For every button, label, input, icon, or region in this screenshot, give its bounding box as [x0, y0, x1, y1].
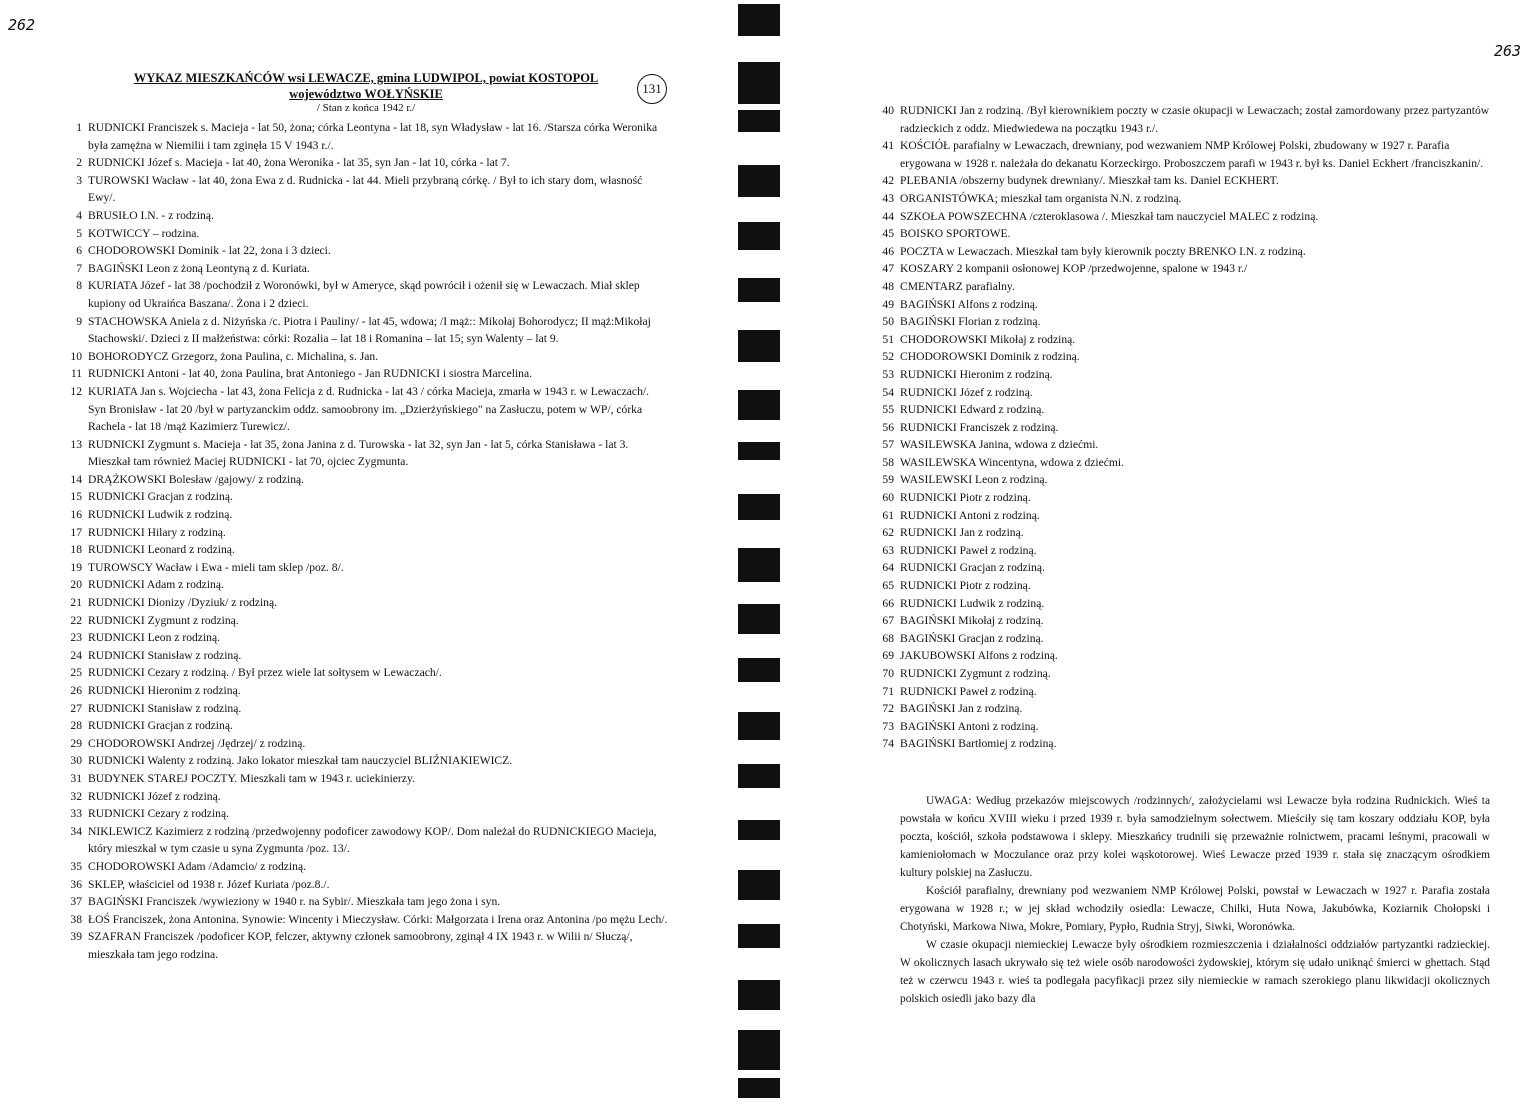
entry-number: 7 [76, 261, 82, 275]
entry-number: 44 [882, 209, 894, 223]
entry-text: TUROWSKI Wacław - lat 40, żona Ewa z d. Rudnicka - lat 44. Mieli przybraną córkę. / Był to ich stary dom, własność Ewy/. [88, 173, 643, 205]
entry-text: RUDNICKI Edward z rodziną. [900, 403, 1045, 417]
binding-hole [738, 870, 780, 900]
entry-number: 26 [70, 684, 82, 697]
list-item [870, 278, 1490, 296]
binding-hole [738, 658, 780, 682]
entry-text: BAGIŃSKI Antoni z rodziną. [900, 719, 1039, 733]
binding-hole [738, 548, 780, 582]
entry-text: RUDNICKI Ludwik z rodziną. [900, 596, 1045, 610]
document-subtitle: / Stan z końca 1942 r./ [316, 102, 416, 114]
entry-number: 8 [76, 279, 82, 293]
right-page [800, 0, 1526, 1115]
entry-text: RUDNICKI Stanisław z rodziną. [88, 701, 242, 715]
list-item [870, 577, 1490, 595]
entry-text: BAGIŃSKI Bartłomiej z rodziną. [900, 737, 1057, 751]
entry-number: 23 [70, 631, 82, 645]
entry-number: 74 [882, 737, 894, 751]
spiral-binding [738, 0, 788, 1115]
list-item [58, 172, 668, 207]
entry-text: RUDNICKI Piotr z rodziną. [900, 579, 1031, 593]
entry-number: 46 [882, 244, 894, 258]
entry-text: RUDNICKI Piotr z rodziną. [900, 491, 1031, 505]
entry-number: 6 [76, 244, 82, 258]
left-entries-list [58, 119, 668, 964]
entry-text: PLEBANIA /obszerny budynek drewniany/. Mieszkał tam ks. Daniel ECKHERT. [900, 174, 1279, 188]
entry-number: 2 [76, 156, 82, 170]
entry-text: RUDNICKI Antoni - lat 40, żona Paulina, brat Antoniego - Jan RUDNICKI i siostra Marcelina. [88, 367, 533, 381]
entry-number: 58 [882, 455, 894, 469]
list-item [870, 665, 1490, 683]
list-item [58, 576, 668, 594]
entry-text: RUDNICKI Hieronim z rodziną. [88, 684, 241, 697]
entry-number: 19 [70, 560, 82, 574]
binding-hole [738, 330, 780, 362]
entry-text: RUDNICKI Józef z rodziną. [900, 385, 1033, 399]
entry-number: 62 [882, 526, 894, 540]
entry-text: CHODOROWSKI Adam /Adamcio/ z rodziną. [88, 859, 306, 873]
entry-number: 3 [76, 173, 82, 187]
entry-text: RUDNICKI Antoni z rodziną. [900, 508, 1040, 522]
entry-text: RUDNICKI Cezary z rodziną. / Był przez wiele lat sołtysem w Lewaczach/. [88, 666, 442, 680]
list-item [58, 805, 668, 823]
entry-text: RUDNICKI Józef z rodziną. [88, 789, 221, 803]
entry-number: 9 [76, 314, 82, 328]
list-item [870, 366, 1490, 384]
list-item [58, 225, 668, 243]
list-item [870, 542, 1490, 560]
binding-hole [738, 980, 780, 1010]
entry-text: ŁOŚ Franciszek, żona Antonina. Synowie: Wincenty i Mieczysław. Córki: Małgorzata i Irena oraz Antonina /po mężu Lech/. [88, 912, 668, 926]
right-entries-list [870, 102, 1490, 753]
entry-number: 50 [882, 315, 894, 329]
entry-number: 37 [70, 895, 82, 909]
list-item [58, 700, 668, 718]
list-item [58, 647, 668, 665]
page-number-right: 263 [1494, 42, 1522, 60]
list-item [58, 260, 668, 278]
list-item [58, 911, 668, 929]
entry-number: 14 [70, 472, 82, 486]
list-item [870, 348, 1490, 366]
entry-text: RUDNICKI Walenty z rodziną. Jako lokator mieszkał tam nauczyciel BLIŹNIAKIEWICZ. [88, 754, 513, 768]
title-line-2: województwo WOŁYŃSKIE [289, 87, 443, 101]
entry-number: 34 [70, 824, 82, 838]
entry-number: 55 [882, 403, 894, 417]
entry-number: 60 [882, 491, 894, 505]
entry-text: RUDNICKI Hieronim z rodziną. [900, 367, 1053, 381]
entry-number: 47 [882, 262, 894, 276]
entry-text: RUDNICKI Józef s. Macieja - lat 40, żona Weronika - lat 35, syn Jan - lat 10, córka - lat 7. [88, 156, 510, 170]
entry-text: BAGIŃSKI Jan z rodziną. [900, 702, 1023, 716]
entry-number: 35 [70, 859, 82, 873]
list-item [870, 102, 1490, 137]
entry-number: 33 [70, 807, 82, 821]
entry-number: 29 [70, 736, 82, 750]
list-item [870, 208, 1490, 226]
entry-text: BAGIŃSKI Leon z żoną Leontyną z d. Kuriata. [88, 261, 310, 275]
entry-number: 69 [882, 649, 894, 663]
entry-text: RUDNICKI Zygmunt s. Macieja - lat 35, żona Janina z d. Turowska - lat 32, syn Jan - lat 5, córka Stanisława - lat 3. Mieszkał tam również Maciej RUDNICKI - lat 70, ojciec Zygmunta. [88, 437, 629, 469]
binding-hole [738, 494, 780, 520]
entry-number: 45 [882, 227, 894, 241]
entry-text: DRĄŻKOWSKI Bolesław /gajowy/ z rodziną. [88, 472, 305, 486]
entry-number: 61 [882, 508, 894, 522]
list-item [58, 928, 668, 963]
binding-hole [738, 222, 780, 250]
entry-number: 68 [882, 631, 894, 645]
entry-number: 52 [882, 350, 894, 364]
entry-text: RUDNICKI Gracjan z rodziną. [900, 561, 1045, 575]
binding-hole [738, 390, 780, 420]
entry-number: 1 [76, 121, 82, 134]
entry-text: WASILEWSKI Leon z rodziną. [900, 473, 1048, 487]
entry-text: WASILEWSKA Wincentyna, wdowa z dziećmi. [900, 455, 1125, 469]
list-item [58, 524, 668, 542]
entry-number: 32 [70, 789, 82, 803]
entry-number: 54 [882, 385, 894, 399]
list-item [58, 612, 668, 630]
entry-text: RUDNICKI Paweł z rodziną. [900, 684, 1037, 698]
entry-text: NIKLEWICZ Kazimierz z rodziną /przedwojenny podoficer zawodowy KOP/. Dom należał do RUDNICKIEGO Macieja, który mieszkał w tym czasie u syna Zygmunta /poz. 13/. [88, 824, 657, 856]
entry-text: CHODOROWSKI Andrzej /Jędrzej/ z rodziną. [88, 736, 306, 750]
binding-hole [738, 764, 780, 788]
entry-text: CHODOROWSKI Mikołaj z rodziną. [900, 332, 1076, 346]
entry-number: 24 [70, 648, 82, 662]
list-item [870, 260, 1490, 278]
entry-text: SKLEP, właściciel od 1938 r. Józef Kuriata /poz.8./. [88, 877, 330, 891]
entry-text: STACHOWSKA Aniela z d. Niżyńska /c. Piotra i Pauliny/ - lat 45, wdowa; /I mąż:: Mikołaj Bohorodycz; II mąż:Mikołaj Stachowski/. Dzieci z II małżeństwa: córki: Rozalia – lat 18 i Romanina – lat 15; syn Walenty – lat 9. [88, 314, 651, 346]
entry-number: 11 [70, 367, 82, 381]
entry-text: RUDNICKI Zygmunt z rodziną. [900, 667, 1051, 680]
list-item [58, 752, 668, 770]
entry-number: 63 [882, 543, 894, 557]
entry-text: RUDNICKI Dionizy /Dyziuk/ z rodziną. [88, 596, 278, 610]
binding-hole [738, 1030, 780, 1070]
entry-number: 5 [76, 226, 82, 240]
binding-hole [738, 712, 780, 740]
entry-text: RUDNICKI Cezary z rodziną. [88, 807, 230, 821]
entry-text: RUDNICKI Franciszek z rodziną. [900, 420, 1059, 434]
entry-number: 16 [70, 508, 82, 522]
entry-text: RUDNICKI Hilary z rodziną. [88, 525, 226, 539]
list-item [58, 876, 668, 894]
document-title [60, 70, 672, 102]
entry-number: 4 [76, 208, 82, 222]
entry-number: 59 [882, 473, 894, 487]
list-item [870, 612, 1490, 630]
entry-text: ORGANISTÓWKA; mieszkał tam organista N.N. z rodziną. [900, 191, 1182, 205]
list-item [870, 559, 1490, 577]
entry-text: BOISKO SPORTOWE. [900, 227, 1011, 241]
list-item [58, 119, 668, 154]
entry-text: RUDNICKI Leonard z rodziną. [88, 543, 235, 557]
list-item [870, 489, 1490, 507]
entry-text: RUDNICKI Gracjan z rodziną. [88, 719, 233, 733]
list-item [870, 436, 1490, 454]
list-item [870, 683, 1490, 701]
list-item [870, 595, 1490, 613]
entry-text: RUDNICKI Jan z rodziną. [900, 526, 1024, 540]
entry-number: 22 [70, 613, 82, 627]
entry-number: 51 [882, 332, 894, 346]
binding-hole [738, 110, 780, 132]
entry-text: BAGIŃSKI Florian z rodziną. [900, 315, 1041, 329]
list-item [58, 770, 668, 788]
list-item [870, 243, 1490, 261]
list-item [58, 664, 668, 682]
list-item [58, 242, 668, 260]
entry-number: 57 [882, 438, 894, 452]
list-item [58, 471, 668, 489]
entry-number: 21 [70, 596, 82, 610]
entry-text: SZKOŁA POWSZECHNA /czteroklasowa /. Mieszkał tam nauczyciel MALEC z rodziną. [900, 209, 1319, 223]
entry-number: 36 [70, 877, 82, 891]
entry-number: 49 [882, 297, 894, 311]
entry-text: KURIATA Jan s. Wojciecha - lat 43, żona Felicja z d. Rudnicka - lat 43 / córka Macieja, zmarła w 1943 r. w Lewaczach/. Syn Bronisław - lat 20 /był w partyzanckim oddz. samoobrony im. „Dzierżyńskiego" na Zasłuczu, potem w WP/, córka Rachela - lat 18 /mąż Kazimierz Turewicz/. [88, 384, 649, 434]
list-item [870, 419, 1490, 437]
entry-text: WASILEWSKA Janina, wdowa z dziećmi. [900, 438, 1099, 452]
entry-number: 71 [882, 684, 894, 698]
entry-text: KOSZARY 2 kompanii osłonowej KOP /przedwojenne, spalone w 1943 r./ [900, 262, 1248, 276]
list-item [58, 682, 668, 700]
list-item [870, 454, 1490, 472]
binding-hole [738, 1078, 780, 1098]
entry-number: 48 [882, 279, 894, 293]
entry-text: BAGIŃSKI Gracjan z rodziną. [900, 631, 1044, 645]
list-item [58, 629, 668, 647]
binding-hole [738, 62, 780, 104]
list-item [58, 823, 668, 858]
entry-text: BOHORODYCZ Grzegorz, żona Paulina, c. Michalina, s. Jan. [88, 349, 379, 363]
entry-number: 30 [70, 754, 82, 768]
entry-text: POCZTA w Lewaczach. Mieszkał tam były kierownik poczty BRENKO I.N. z rodziną. [900, 244, 1306, 258]
entry-number: 31 [70, 771, 82, 785]
entry-text: RUDNICKI Jan z rodziną. /Był kierownikiem poczty w czasie okupacji w Lewaczach; został zamordowany przez partyzantów radzieckich z oddz. Miedwiedewa na początku 1943 r./. [900, 104, 1490, 135]
list-item [870, 630, 1490, 648]
entry-text: KOŚCIÓŁ parafialny w Lewaczach, drewniany, pod wezwaniem NMP Królowej Polski, zbudowany w 1927 r. Parafia erygowana w 1928 r. należała do dekanatu Korzeckirgo. Proboszczem parafi w 1943 r. był ks. Daniel Eckhert /franciszkanin/. [900, 139, 1484, 170]
entry-number: 40 [882, 104, 894, 117]
list-item [58, 858, 668, 876]
entry-text: SZAFRAN Franciszek /podoficer KOP, felczer, aktywny członek samoobrony, zginął 4 IX 1943 r. w Wilii n/ Słuczą/, mieszkała tam jego rodzina. [88, 930, 633, 961]
list-item [870, 647, 1490, 665]
list-item [870, 331, 1490, 349]
binding-hole [738, 4, 780, 36]
list-item [58, 154, 668, 172]
entry-text: BUDYNEK STAREJ POCZTY. Mieszkali tam w 1943 r. uciekinierzy. [88, 771, 415, 785]
entry-text: KURIATA Józef - lat 38 /pochodził z Woronówki, był w Ameryce, skąd powrócił i ożenił się w Lewaczach. Miał sklep kupiony od Ukraińca Baszana/. Żona i 2 dzieci. [88, 279, 640, 310]
list-item [870, 190, 1490, 208]
list-item [58, 365, 668, 383]
entry-number: 10 [70, 349, 82, 363]
list-item [870, 735, 1490, 753]
title-line-1: WYKAZ MIESZKAŃCÓW wsi LEWACZE, gmina LUDWIPOL, powiat KOSTOPOL [133, 71, 599, 85]
list-item [58, 559, 668, 577]
entry-text: RUDNICKI Gracjan z rodziną. [88, 490, 233, 504]
note-paragraph: W czasie okupacji niemieckiej Lewacze były ośrodkiem rozmieszczenia i działalności oddziałów partyzantki radzieckiej. W okolicznych lasach ukrywało się też wiele osób narodowości żydowskiej, którym się udało uniknąć śmierci w ghettach. Stąd też w czerwcu 1943 r. wieś ta podlegała pacyfikacji przez siły niemieckie w ramach szerokiego planu likwidacji okolicznych polskich osiedli jako bazy dla [900, 939, 1490, 1005]
list-item [58, 506, 668, 524]
entry-text: RUDNICKI Stanisław z rodziną. [88, 648, 242, 662]
list-item [58, 313, 668, 348]
list-item [870, 718, 1490, 736]
entry-text: CHODOROWSKI Dominik - lat 22, żona i 3 dzieci. [88, 244, 331, 258]
entry-number: 72 [882, 702, 894, 716]
entry-text: RUDNICKI Ludwik z rodziną. [88, 508, 233, 522]
entry-number: 66 [882, 596, 894, 610]
entry-text: BAGIŃSKI Franciszek /wywieziony w 1940 r. na Sybir/. Mieszkała tam jego żona i syn. [88, 895, 501, 909]
list-item [870, 384, 1490, 402]
entry-text: RUDNICKI Leon z rodziną. [88, 631, 221, 645]
entry-text: CMENTARZ parafialny. [900, 279, 1015, 293]
entry-text: TUROWSCY Wacław i Ewa - mieli tam sklep /poz. 8/. [88, 560, 344, 574]
entry-number: 17 [70, 525, 82, 539]
list-item [870, 296, 1490, 314]
binding-hole [738, 604, 780, 634]
entry-number: 15 [70, 490, 82, 504]
entry-number: 41 [882, 139, 894, 153]
list-item [58, 277, 668, 312]
list-item [58, 893, 668, 911]
entry-text: JAKUBOWSKI Alfons z rodziną. [900, 649, 1058, 663]
list-item [870, 507, 1490, 525]
entry-text: RUDNICKI Paweł z rodziną. [900, 543, 1037, 557]
entry-text: CHODOROWSKI Dominik z rodziną. [900, 350, 1080, 364]
entry-number: 64 [882, 561, 894, 575]
entry-number: 13 [70, 437, 82, 451]
entry-text: RUDNICKI Adam z rodziną. [88, 578, 224, 592]
entry-number: 18 [70, 543, 82, 557]
list-item [870, 401, 1490, 419]
list-item [58, 207, 668, 225]
circled-number-stamp: 131 [637, 74, 667, 104]
note-paragraph: UWAGA: Według przekazów miejscowych /rodzinnych/, założycielami wsi Lewacze była rodzina Rudnickich. Wieś ta powstała w końcu XVIII wieku i przed 1939 r. była samodzielnym sołectwem. Mieściły się tam koszary oddziału KOP, była poczta, kościół, szkoła podstawowa i sklepy. Mieszkańcy trudnili się przeważnie rolnictwem, pracami leśnymi, pracowali w kamieniołomach w Moczulance oraz przy kolei wąskotorowej. Wieś Lewacze przed 1939 r. stała się znaczącym ośrodkiem kultury polskiej na Zasłuczu. [900, 795, 1490, 879]
list-item [58, 436, 668, 471]
entry-number: 56 [882, 420, 894, 434]
list-item [58, 788, 668, 806]
entry-number: 20 [70, 578, 82, 592]
list-item [58, 717, 668, 735]
binding-hole [738, 820, 780, 840]
binding-hole [738, 278, 780, 302]
left-page [0, 0, 690, 1115]
entry-number: 39 [70, 930, 82, 944]
list-item [58, 488, 668, 506]
page-number-left: 262 [8, 16, 36, 34]
entry-text: BRUSIŁO I.N. - z rodziną. [88, 208, 214, 222]
list-item [870, 524, 1490, 542]
entry-number: 67 [882, 614, 894, 628]
entry-text: RUDNICKI Zygmunt z rodziną. [88, 613, 239, 627]
notes-section [900, 792, 1490, 1008]
entry-number: 28 [70, 719, 82, 733]
binding-hole [738, 924, 780, 948]
list-item [58, 541, 668, 559]
entry-number: 73 [882, 719, 894, 733]
entry-number: 12 [70, 384, 82, 398]
list-item [870, 225, 1490, 243]
entry-number: 25 [70, 666, 82, 680]
entry-number: 43 [882, 191, 894, 205]
entry-number: 53 [882, 367, 894, 381]
entry-text: RUDNICKI Franciszek s. Macieja - lat 50, żona; córka Leontyna - lat 18, syn Władysław - lat 16. /Starsza córka Weronika była zamężna w Niemilii i tam zginęła 15 V 1943 r./. [88, 121, 658, 152]
binding-hole [738, 165, 780, 197]
entry-number: 38 [70, 912, 82, 926]
entry-number: 27 [70, 701, 82, 715]
list-item [58, 348, 668, 366]
list-item [870, 172, 1490, 190]
binding-hole [738, 442, 780, 460]
list-item [58, 735, 668, 753]
entry-number: 65 [882, 579, 894, 593]
entry-text: KOTWICCY – rodzina. [88, 226, 200, 240]
list-item [870, 471, 1490, 489]
entry-text: BAGIŃSKI Mikołaj z rodziną. [900, 614, 1044, 628]
note-paragraph: Kościół parafialny, drewniany pod wezwaniem NMP Królowej Polski, powstał w Lewaczach w 1927 r. Parafia została erygowana w 1928 r.; w jej skład wchodziły osiedla: Lewacze, Chilki, Huta Nowa, Jakubówka, Koziarnik Chołopski i Chotyński, Markowa Niwa, Mokre, Pomiary, Pypło, Rudnia Stryj, Siwki, Woronówka. [900, 885, 1490, 933]
entry-number: 70 [882, 667, 894, 680]
list-item [58, 383, 668, 436]
list-item [870, 137, 1490, 172]
entry-text: BAGIŃSKI Alfons z rodziną. [900, 297, 1038, 311]
list-item [870, 700, 1490, 718]
list-item [58, 594, 668, 612]
list-item [870, 313, 1490, 331]
entry-number: 42 [882, 174, 894, 188]
